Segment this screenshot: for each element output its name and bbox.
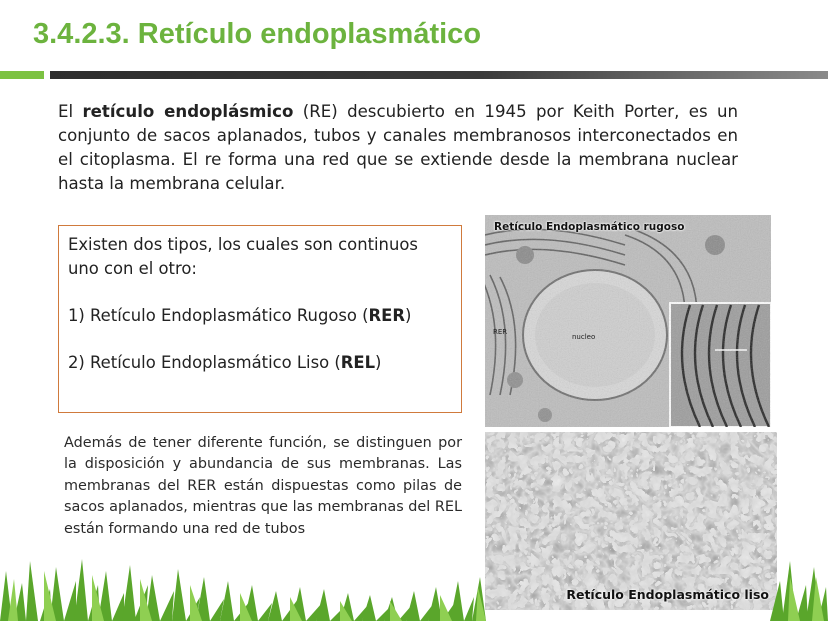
smooth-er-image xyxy=(485,432,777,610)
smooth-er-micrograph xyxy=(485,432,777,610)
nucleus-annotation: nucleo xyxy=(572,333,596,341)
intro-lead: El xyxy=(58,102,83,121)
title-rule-green xyxy=(0,71,44,79)
type-rer-text: 1) Retículo Endoplasmático Rugoso ( xyxy=(68,305,369,325)
rer-annotation: RER xyxy=(493,328,508,336)
intro-term: retículo endoplásmico xyxy=(82,102,294,121)
types-intro-rest: los cuales son continuos uno con el otro: xyxy=(68,235,418,278)
intro-rest: (RE) descubierto en 1945 por Keith Porter, es un conjunto de sacos aplanados, tubos y canales membranosos interconectados en el citoplasma. El re forma una red que se extiende desde la membrana nuclear hasta la membrana celular. xyxy=(58,102,738,193)
slide-title: 3.4.2.3. Retículo endoplasmático xyxy=(33,18,482,50)
description-paragraph: Además de tener diferente función, se distinguen por la disposición y abundancia de sus membranas. Las membranas del RER están dispuestas como pilas de sacos aplanados, mientras que las membranas del REL están formando una red de tubos xyxy=(64,435,462,537)
rough-er-label: Retículo Endoplasmático rugoso xyxy=(494,221,685,233)
types-box xyxy=(58,225,462,413)
type-rel xyxy=(68,351,452,375)
intro-paragraph xyxy=(58,100,738,196)
types-intro-lead: Existen dos tipos, xyxy=(68,235,213,254)
type-rel-close: ) xyxy=(375,352,382,372)
type-rer xyxy=(68,304,452,328)
type-rel-abbr: REL xyxy=(340,352,376,372)
rough-er-image xyxy=(485,215,771,427)
smooth-er-label: Retículo Endoplasmático liso xyxy=(566,587,769,602)
type-rel-text: 2) Retículo Endoplasmático Liso ( xyxy=(68,352,341,372)
type-rer-abbr: RER xyxy=(368,305,405,325)
title-rule-dark xyxy=(50,71,828,79)
rough-er-micrograph xyxy=(485,215,771,427)
types-intro xyxy=(68,233,452,280)
type-rer-close: ) xyxy=(405,305,412,325)
